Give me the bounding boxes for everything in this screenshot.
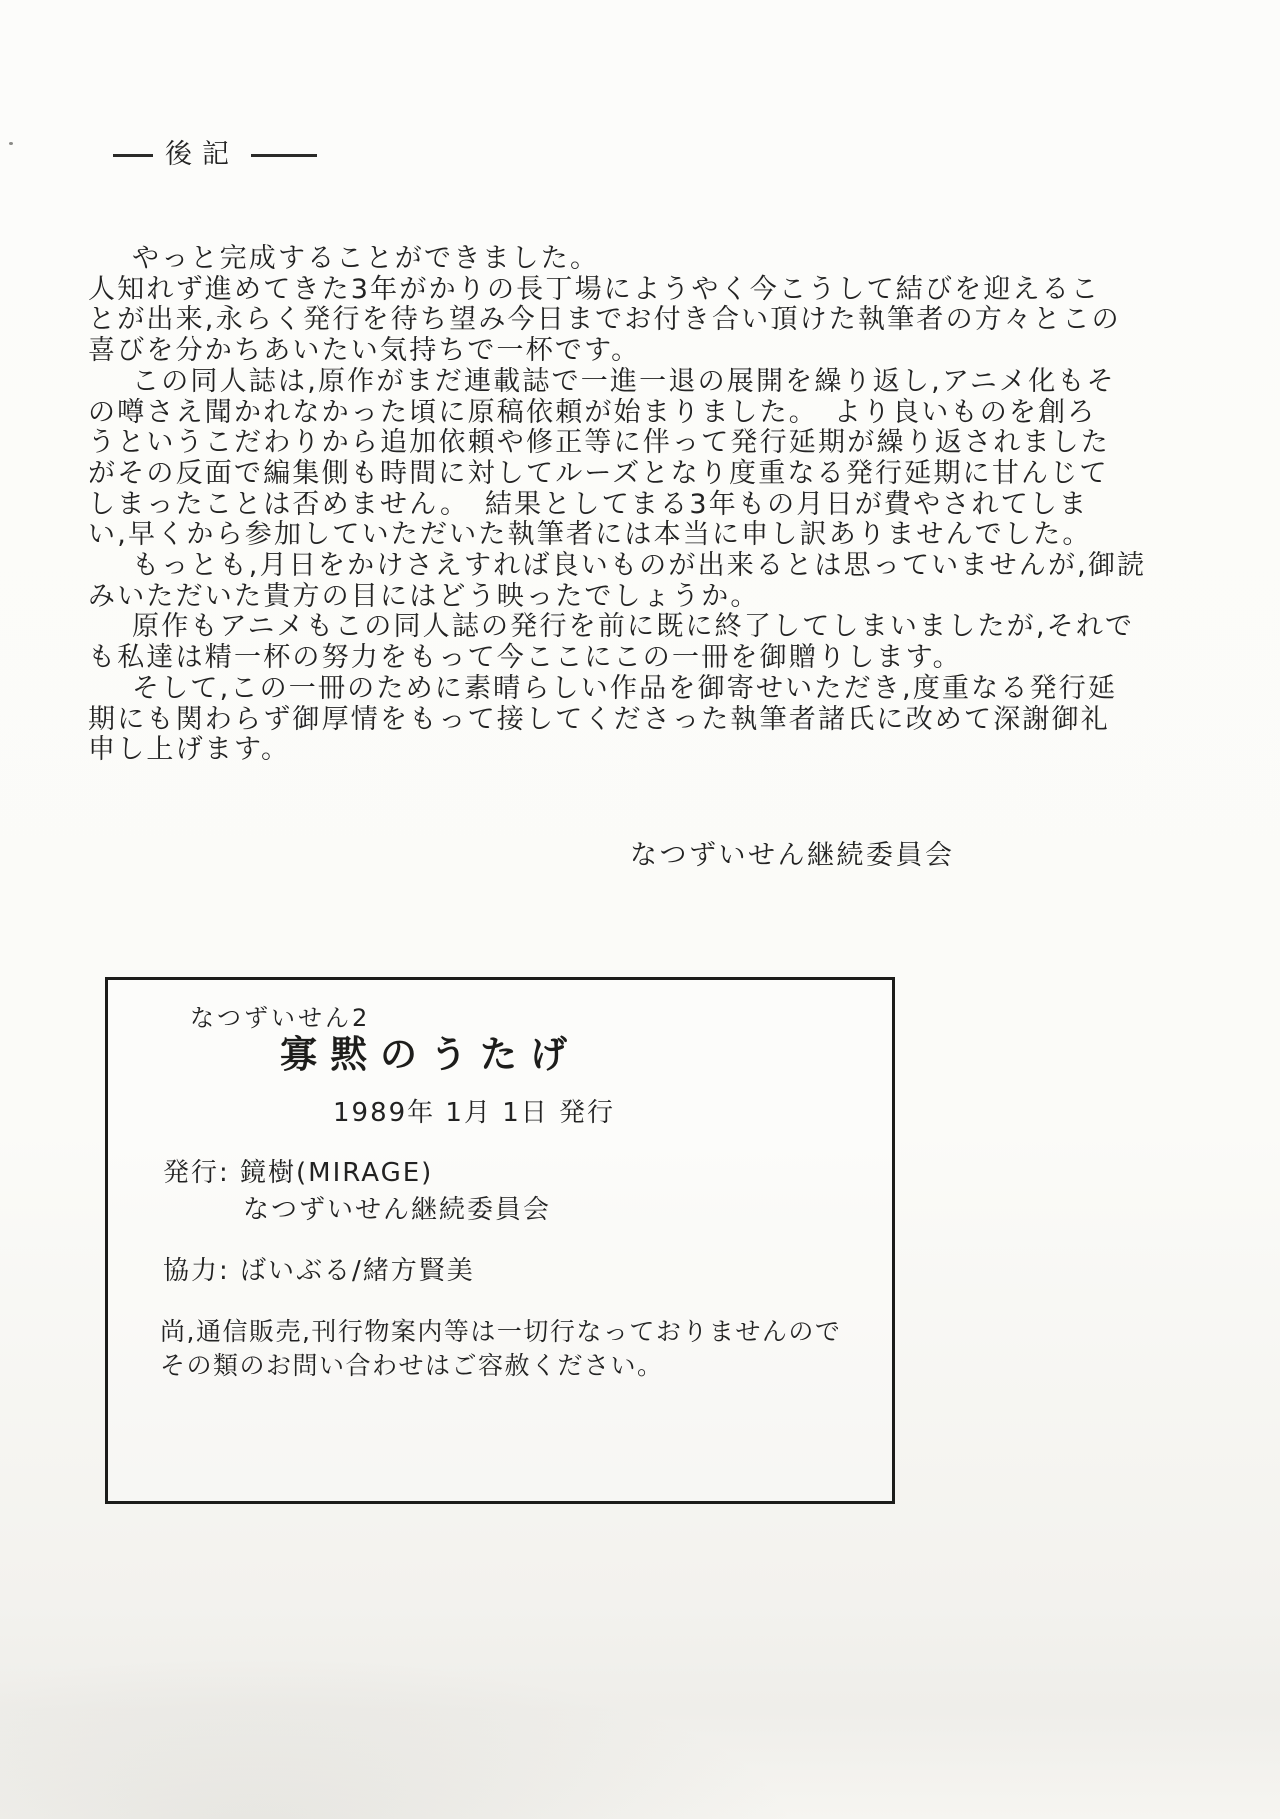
colophon-book-title: 寡黙のうたげ xyxy=(280,1033,580,1076)
colophon-publisher-line: 発行: 鏡樹(MIRAGE) xyxy=(163,1158,434,1188)
body-line: やっと完成することができました。 xyxy=(132,243,600,274)
body-line: 人知れず進めてきた3年がかりの長丁場にようやく今こうして結びを迎えるこ xyxy=(88,273,1101,305)
body-line: も私達は精一杯の努力をもって今ここにこの一冊を御贈りします。 xyxy=(88,642,962,674)
body-line: 喜びを分かちあいたい気持ちで一杯です。 xyxy=(88,335,641,367)
afterword-body xyxy=(88,244,1200,766)
body-line: みいただいた貴方の目にはどう映ったでしょうか。 xyxy=(88,580,760,612)
body-line: そして,この一冊のために素晴らしい作品を御寄せいただき,度重なる発行延 xyxy=(132,672,1118,704)
heading-dash-right xyxy=(251,154,317,157)
body-line: とが出来,永らく発行を待ち望み今日までお付き合い頂けた執筆者の方々とこの xyxy=(88,304,1121,336)
body-line: の噂さえ聞かれなかった頃に原稿依頼が始まりました。 より良いものを創ろ xyxy=(88,396,1097,428)
colophon-publisher-line2: なつずいせん継続委員会 xyxy=(243,1195,552,1225)
body-line: 期にも関わらず御厚情をもって接してくださった執筆者諸氏に改めて深謝御礼 xyxy=(88,703,1110,735)
colophon-box xyxy=(105,977,895,1504)
body-line: い,早くから参加していただいた執筆者には本当に申し訳ありませんでした。 xyxy=(88,519,1092,551)
body-line: 原作もアニメもこの同人誌の発行を前に既に終了してしまいましたが,それで xyxy=(132,611,1135,643)
colophon-series-title: なつずいせん2 xyxy=(190,1004,371,1032)
afterword-signature: なつずいせん継続委員会 xyxy=(630,840,955,871)
body-line: がその反面で編集側も時間に対してルーズとなり度重なる発行延期に甘んじて xyxy=(88,457,1109,489)
colophon-notice-line1: 尚,通信販売,刊行物案内等は一切行なっておりませんので xyxy=(160,1317,842,1346)
heading-dash-left xyxy=(113,154,153,157)
body-line: もっとも,月日をかけさえすれば良いものが出来るとは思っていませんが,御読 xyxy=(132,550,1147,582)
afterword-heading-text: 後記 xyxy=(165,139,239,170)
colophon-notice-line2: その類のお問い合わせはご容赦ください。 xyxy=(160,1351,664,1380)
body-line: しまったことは否めません。 結果としてまる3年もの月日が費やされてしま xyxy=(88,488,1089,520)
afterword-heading xyxy=(113,138,317,172)
body-line: この同人誌は,原作がまだ連載誌で一進一退の展開を繰り返し,アニメ化もそ xyxy=(132,365,1116,397)
scan-artifact-dot xyxy=(9,142,13,145)
colophon-cooperation-line: 協力: ばいぶる/緒方賢美 xyxy=(163,1256,475,1286)
body-line: 申し上げます。 xyxy=(88,734,291,766)
body-line: うというこだわりから追加依頼や修正等に伴って発行延期が繰り返されました xyxy=(88,427,1110,459)
colophon-publication-date: 1989年 1月 1日 発行 xyxy=(333,1098,616,1128)
